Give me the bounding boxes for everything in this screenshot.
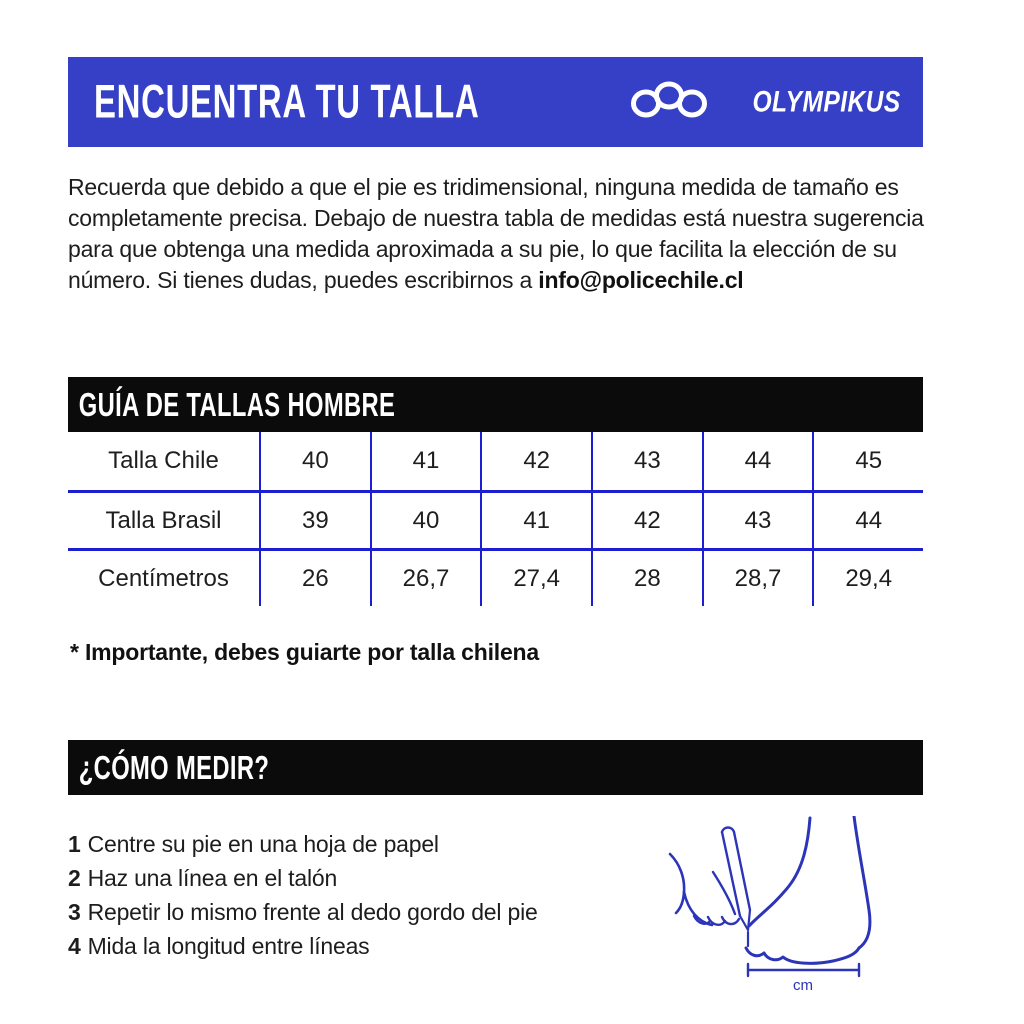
- measure-steps-list: [68, 827, 538, 963]
- brand-wordmark: OLYMPIKUS: [752, 85, 901, 118]
- step-text: Haz una línea en el talón: [87, 865, 338, 891]
- table-cell: 43: [702, 493, 813, 548]
- intro-text: Recuerda que debido a que el pie es tridimensional, ninguna medida de tamaño es completamente precisa. Debajo de nuestra tabla de medidas está nuestra sugerencia para que obtenga una medida aproximada a su pie, lo que facilita la elección de su número. Si tienes dudas, puedes escribirnos a: [68, 174, 924, 293]
- size-guide-section-header: [68, 377, 923, 432]
- table-cell: 26: [259, 551, 370, 606]
- step-item: [68, 929, 538, 963]
- step-text: Centre su pie en una hoja de papel: [87, 831, 439, 857]
- size-table: [68, 432, 923, 606]
- table-cell: 40: [370, 493, 481, 548]
- table-cell: 40: [259, 432, 370, 490]
- table-cell: 27,4: [480, 551, 591, 606]
- table-row-talla-brasil: [68, 490, 923, 548]
- table-cell: 28,7: [702, 551, 813, 606]
- table-cell: 41: [370, 432, 481, 490]
- step-number: 2: [68, 865, 81, 891]
- table-cell: 29,4: [812, 551, 923, 606]
- table-cell: 41: [480, 493, 591, 548]
- row-label: Centímetros: [98, 564, 229, 592]
- cm-label: cm: [793, 977, 813, 994]
- table-cell: 28: [591, 551, 702, 606]
- step-item: [68, 827, 538, 861]
- olympikus-rings-icon: [630, 79, 708, 126]
- row-label: Talla Chile: [108, 447, 219, 474]
- page-title: ENCUENTRA TU TALLA: [94, 74, 480, 128]
- step-number: 1: [68, 831, 81, 857]
- step-item: [68, 895, 538, 929]
- table-cell: 43: [591, 432, 702, 490]
- how-to-measure-title: ¿CÓMO MEDIR?: [78, 748, 270, 786]
- important-note: * Importante, debes guiarte por talla chilena: [70, 639, 540, 665]
- brand-logo: [630, 79, 901, 126]
- header-banner: [68, 57, 923, 147]
- table-cell: 44: [812, 493, 923, 548]
- table-cell: 45: [812, 432, 923, 490]
- step-number: 3: [68, 899, 81, 925]
- how-to-measure-section-header: [68, 740, 923, 795]
- step-number: 4: [68, 933, 81, 959]
- row-label: Talla Brasil: [105, 506, 222, 534]
- step-text: Repetir lo mismo frente al dedo gordo del pie: [87, 899, 538, 925]
- table-row-centimetros: [68, 548, 923, 606]
- size-guide-title: GUÍA DE TALLAS HOMBRE: [78, 385, 396, 423]
- table-cell: 42: [480, 432, 591, 490]
- table-cell: 42: [591, 493, 702, 548]
- foot-measure-illustration: [658, 816, 888, 999]
- step-item: [68, 861, 538, 895]
- table-cell: 26,7: [370, 551, 481, 606]
- table-row-talla-chile: [68, 432, 923, 490]
- step-text: Mida la longitud entre líneas: [87, 933, 370, 959]
- contact-email[interactable]: info@policechile.cl: [538, 267, 744, 293]
- intro-paragraph: [68, 172, 932, 296]
- table-cell: 39: [259, 493, 370, 548]
- table-cell: 44: [702, 432, 813, 490]
